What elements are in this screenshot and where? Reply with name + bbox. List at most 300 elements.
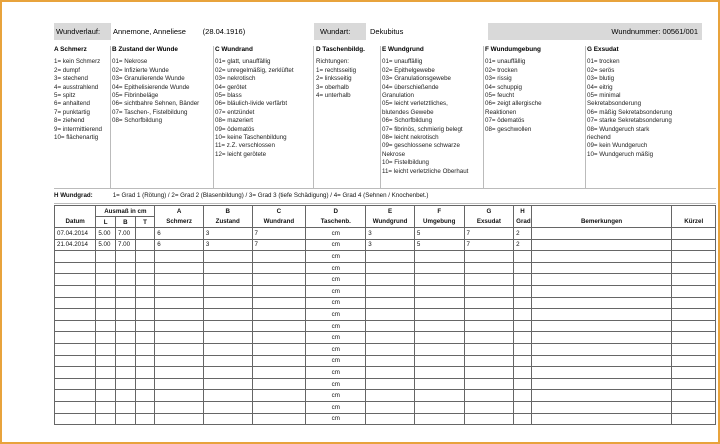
table-cell[interactable]: [203, 262, 252, 274]
table-cell[interactable]: [672, 378, 716, 390]
table-cell[interactable]: cm: [306, 355, 366, 367]
table-cell[interactable]: [116, 332, 136, 344]
table-row: [55, 274, 716, 286]
table-cell[interactable]: [155, 413, 204, 425]
legend-item: 02= Infizierte Wunde: [112, 66, 169, 74]
table-cell[interactable]: [366, 413, 415, 425]
table-cell[interactable]: [203, 367, 252, 379]
table-cell[interactable]: [672, 320, 716, 332]
table-cell[interactable]: [55, 285, 96, 297]
table-cell[interactable]: [203, 332, 252, 344]
table-cell[interactable]: [672, 390, 716, 402]
table-cell[interactable]: 21.04.2014: [55, 239, 96, 251]
header-schmerz: Schmerz: [155, 217, 204, 228]
table-cell[interactable]: [366, 378, 415, 390]
table-cell[interactable]: [116, 309, 136, 321]
table-cell[interactable]: [414, 390, 464, 402]
table-cell[interactable]: [155, 309, 204, 321]
table-cell[interactable]: [252, 285, 306, 297]
table-cell[interactable]: [672, 332, 716, 344]
table-cell[interactable]: [203, 413, 252, 425]
header-cell: B: [203, 206, 252, 217]
table-cell[interactable]: [464, 401, 514, 413]
table-cell[interactable]: [155, 401, 204, 413]
table-cell[interactable]: [414, 413, 464, 425]
table-cell[interactable]: [116, 251, 136, 263]
table-cell[interactable]: cm: [306, 251, 366, 263]
table-cell[interactable]: [672, 413, 716, 425]
table-cell[interactable]: [531, 355, 672, 367]
legend-item: 08= Wundgeruch stark: [587, 125, 650, 133]
table-row: [55, 367, 716, 379]
legend-item: 5= spitz: [54, 92, 76, 100]
table-cell[interactable]: [414, 285, 464, 297]
table-cell[interactable]: [96, 274, 116, 286]
table-cell[interactable]: [366, 285, 415, 297]
legend-item: 9= intermittierend: [54, 125, 102, 133]
table-cell[interactable]: [464, 413, 514, 425]
table-cell[interactable]: [116, 413, 136, 425]
table-cell[interactable]: [116, 297, 136, 309]
table-cell[interactable]: [55, 343, 96, 355]
header-cell: C: [252, 206, 306, 217]
table-cell[interactable]: [96, 367, 116, 379]
table-cell[interactable]: [96, 355, 116, 367]
table-cell[interactable]: [203, 355, 252, 367]
table-cell[interactable]: [155, 262, 204, 274]
table-cell[interactable]: [531, 332, 672, 344]
table-cell[interactable]: [135, 297, 155, 309]
table-cell[interactable]: 7: [252, 228, 306, 240]
table-cell[interactable]: [55, 262, 96, 274]
header-breite: B: [116, 217, 136, 228]
table-cell[interactable]: [116, 367, 136, 379]
table-cell[interactable]: [464, 320, 514, 332]
table-cell[interactable]: [55, 309, 96, 321]
header-cell: [672, 206, 716, 217]
patient-info: [111, 23, 313, 40]
table-cell[interactable]: cm: [306, 390, 366, 402]
table-cell[interactable]: [252, 274, 306, 286]
table-cell[interactable]: [464, 332, 514, 344]
table-cell[interactable]: 3: [366, 239, 415, 251]
table-cell[interactable]: [55, 251, 96, 263]
table-cell[interactable]: [116, 390, 136, 402]
table-cell[interactable]: [672, 297, 716, 309]
table-cell[interactable]: [531, 251, 672, 263]
legend-title: A Schmerz: [54, 46, 87, 53]
table-cell[interactable]: [414, 251, 464, 263]
table-cell[interactable]: [96, 297, 116, 309]
table-cell[interactable]: [366, 251, 415, 263]
table-cell[interactable]: [116, 285, 136, 297]
wundnummer: Wundnummer: 00561/001: [488, 23, 702, 40]
header-exsudat: Exsudat: [464, 217, 514, 228]
table-cell[interactable]: cm: [306, 309, 366, 321]
table-cell[interactable]: [55, 332, 96, 344]
table-row: [55, 251, 716, 263]
table-cell[interactable]: [96, 320, 116, 332]
table-cell[interactable]: [252, 343, 306, 355]
table-cell[interactable]: [116, 378, 136, 390]
table-cell[interactable]: [514, 343, 532, 355]
table-cell[interactable]: [531, 228, 672, 240]
table-cell[interactable]: [135, 228, 155, 240]
table-cell[interactable]: [203, 309, 252, 321]
legend-item: 02= trocken: [485, 66, 518, 74]
table-cell[interactable]: [414, 297, 464, 309]
table-cell[interactable]: [514, 309, 532, 321]
table-cell[interactable]: [135, 251, 155, 263]
table-cell[interactable]: [464, 274, 514, 286]
table-cell[interactable]: 3: [366, 228, 415, 240]
table-cell[interactable]: [155, 251, 204, 263]
table-cell[interactable]: 2: [514, 239, 532, 251]
table-cell[interactable]: [672, 239, 716, 251]
header-laenge: L: [96, 217, 116, 228]
table-cell[interactable]: [531, 367, 672, 379]
table-cell[interactable]: [514, 274, 532, 286]
table-cell[interactable]: 07.04.2014: [55, 228, 96, 240]
table-cell[interactable]: [135, 401, 155, 413]
table-cell[interactable]: cm: [306, 285, 366, 297]
table-cell[interactable]: [366, 309, 415, 321]
table-cell[interactable]: [96, 401, 116, 413]
table-cell[interactable]: [366, 262, 415, 274]
table-cell[interactable]: [55, 413, 96, 425]
table-cell[interactable]: [155, 390, 204, 402]
table-cell[interactable]: [672, 401, 716, 413]
wundgrad-legend: [54, 188, 716, 204]
table-cell[interactable]: [135, 332, 155, 344]
table-cell[interactable]: [96, 390, 116, 402]
legend-item: 06= sichtbahre Sehnen, Bänder: [112, 100, 200, 108]
table-cell[interactable]: [672, 228, 716, 240]
table-cell[interactable]: 7.00: [116, 239, 136, 251]
table-cell[interactable]: [514, 413, 532, 425]
table-cell[interactable]: [531, 401, 672, 413]
table-cell[interactable]: [531, 320, 672, 332]
table-cell[interactable]: [464, 378, 514, 390]
table-cell[interactable]: 2: [514, 228, 532, 240]
table-cell[interactable]: [252, 262, 306, 274]
table-cell[interactable]: cm: [306, 228, 366, 240]
table-cell[interactable]: [55, 355, 96, 367]
table-cell[interactable]: [514, 378, 532, 390]
table-row: [55, 297, 716, 309]
table-cell[interactable]: cm: [306, 332, 366, 344]
legend-item: 3= oberhalb: [316, 83, 349, 91]
table-cell[interactable]: [252, 251, 306, 263]
table-cell[interactable]: [672, 251, 716, 263]
table-cell[interactable]: [135, 378, 155, 390]
table-cell[interactable]: cm: [306, 343, 366, 355]
table-cell[interactable]: [531, 413, 672, 425]
legend-item: 07= fibrinös, schmierig belegt: [382, 125, 463, 133]
table-cell[interactable]: [203, 297, 252, 309]
table-cell[interactable]: [96, 285, 116, 297]
table-cell[interactable]: [55, 274, 96, 286]
table-cell[interactable]: [464, 309, 514, 321]
table-cell[interactable]: [155, 297, 204, 309]
table-cell[interactable]: [514, 285, 532, 297]
table-cell[interactable]: [514, 367, 532, 379]
table-cell[interactable]: [366, 332, 415, 344]
legend-taschenbildung: [316, 46, 378, 188]
table-cell[interactable]: [135, 262, 155, 274]
header-cell: H: [514, 206, 532, 217]
table-cell[interactable]: [155, 343, 204, 355]
table-cell[interactable]: [116, 401, 136, 413]
legend-item: 4= ausstrahlend: [54, 83, 99, 91]
table-cell[interactable]: [96, 251, 116, 263]
legend-item: 01= Nekrose: [112, 58, 148, 66]
table-cell[interactable]: 7: [252, 239, 306, 251]
table-cell[interactable]: 5: [414, 228, 464, 240]
table-cell[interactable]: [531, 239, 672, 251]
table-row: [55, 285, 716, 297]
table-cell[interactable]: [531, 390, 672, 402]
table-cell[interactable]: [672, 274, 716, 286]
table-cell[interactable]: [366, 320, 415, 332]
table-cell[interactable]: [252, 390, 306, 402]
table-cell[interactable]: [203, 320, 252, 332]
table-cell[interactable]: 6: [155, 239, 204, 251]
table-cell[interactable]: [464, 367, 514, 379]
table-cell[interactable]: [366, 401, 415, 413]
table-cell[interactable]: 3: [203, 228, 252, 240]
legend-item: 08= Schorfbildung: [112, 117, 163, 125]
header-wundrand: Wundrand: [252, 217, 306, 228]
table-cell[interactable]: 7.00: [116, 228, 136, 240]
table-cell[interactable]: [203, 285, 252, 297]
table-cell[interactable]: [514, 297, 532, 309]
table-cell[interactable]: [531, 262, 672, 274]
table-cell[interactable]: [252, 355, 306, 367]
legend-item: riechend: [587, 134, 611, 142]
header-zustand: Zustand: [203, 217, 252, 228]
table-cell[interactable]: [135, 367, 155, 379]
table-cell[interactable]: cm: [306, 320, 366, 332]
table-cell[interactable]: [531, 285, 672, 297]
table-cell[interactable]: [514, 401, 532, 413]
legend-item: 04= schuppig: [485, 83, 522, 91]
table-cell[interactable]: [252, 367, 306, 379]
table-cell[interactable]: 6: [155, 228, 204, 240]
table-cell[interactable]: [464, 251, 514, 263]
table-cell[interactable]: cm: [306, 297, 366, 309]
table-row: [55, 378, 716, 390]
legend-item: 01= unauffällig: [382, 58, 423, 66]
table-cell[interactable]: cm: [306, 274, 366, 286]
table-cell[interactable]: [414, 378, 464, 390]
table-cell[interactable]: cm: [306, 401, 366, 413]
table-cell[interactable]: [672, 367, 716, 379]
header-cell: E: [366, 206, 415, 217]
table-cell[interactable]: [135, 309, 155, 321]
legend-item: 7= punktartig: [54, 108, 90, 116]
table-cell[interactable]: [672, 309, 716, 321]
table-cell[interactable]: [203, 401, 252, 413]
legend-item: 07= entzündet: [215, 108, 255, 116]
table-cell[interactable]: [531, 274, 672, 286]
table-cell[interactable]: 5: [414, 239, 464, 251]
header-cell: F: [414, 206, 464, 217]
table-cell[interactable]: [135, 390, 155, 402]
table-cell[interactable]: [514, 355, 532, 367]
legend-item: 01= glatt, unauffällig: [215, 58, 271, 66]
table-cell[interactable]: [116, 320, 136, 332]
patient-name: Annemone, Anneliese: [113, 27, 186, 36]
table-cell[interactable]: [55, 378, 96, 390]
table-cell[interactable]: cm: [306, 367, 366, 379]
legend-title: F Wundumgebung: [485, 46, 541, 53]
table-cell[interactable]: [155, 274, 204, 286]
table-cell[interactable]: [464, 297, 514, 309]
table-cell[interactable]: [155, 332, 204, 344]
table-cell[interactable]: [366, 355, 415, 367]
table-cell[interactable]: [514, 390, 532, 402]
table-cell[interactable]: cm: [306, 378, 366, 390]
table-cell[interactable]: cm: [306, 262, 366, 274]
table-cell[interactable]: 7: [464, 239, 514, 251]
table-cell[interactable]: [672, 343, 716, 355]
table-cell[interactable]: [252, 320, 306, 332]
table-cell[interactable]: [116, 355, 136, 367]
table-cell[interactable]: [366, 390, 415, 402]
table-cell[interactable]: [414, 332, 464, 344]
table-cell[interactable]: [366, 274, 415, 286]
header-cell: A: [155, 206, 204, 217]
table-cell[interactable]: [203, 343, 252, 355]
table-cell[interactable]: [155, 378, 204, 390]
table-cell[interactable]: [96, 413, 116, 425]
table-cell[interactable]: [531, 297, 672, 309]
table-cell[interactable]: [464, 262, 514, 274]
legend-wundgrund: [382, 46, 482, 188]
table-cell[interactable]: [203, 378, 252, 390]
table-cell[interactable]: 5.00: [96, 228, 116, 240]
legend-item: 07= Taschen-, Fistelbildung: [112, 108, 188, 116]
table-cell[interactable]: [414, 343, 464, 355]
table-cell[interactable]: [155, 367, 204, 379]
legend-item: 02= serös: [587, 66, 615, 74]
table-cell[interactable]: [135, 413, 155, 425]
table-cell[interactable]: 3: [203, 239, 252, 251]
table-cell[interactable]: [252, 309, 306, 321]
table-cell[interactable]: [55, 390, 96, 402]
table-cell[interactable]: [155, 285, 204, 297]
table-cell[interactable]: [135, 320, 155, 332]
table-cell[interactable]: [116, 343, 136, 355]
header-ausmass: Ausmaß in cm: [96, 206, 155, 217]
table-cell[interactable]: [366, 297, 415, 309]
table-cell[interactable]: [155, 355, 204, 367]
table-cell[interactable]: [531, 343, 672, 355]
legend-item: 05= feucht: [485, 92, 515, 100]
table-cell[interactable]: [414, 274, 464, 286]
legend-item: 06= Schorfbildung: [382, 117, 433, 125]
table-cell[interactable]: [366, 367, 415, 379]
wundgrad-label: H Wundgrad:: [54, 192, 93, 199]
table-cell[interactable]: cm: [306, 413, 366, 425]
table-cell[interactable]: [366, 343, 415, 355]
table-cell[interactable]: [55, 320, 96, 332]
table-cell[interactable]: [514, 262, 532, 274]
table-cell[interactable]: [252, 413, 306, 425]
table-cell[interactable]: [135, 285, 155, 297]
table-cell[interactable]: [414, 401, 464, 413]
table-cell[interactable]: [414, 309, 464, 321]
table-cell[interactable]: [252, 378, 306, 390]
table-cell[interactable]: 7: [464, 228, 514, 240]
table-cell[interactable]: [55, 401, 96, 413]
table-cell[interactable]: [252, 297, 306, 309]
table-cell[interactable]: [252, 332, 306, 344]
table-cell[interactable]: [672, 285, 716, 297]
table-cell[interactable]: [514, 251, 532, 263]
table-cell[interactable]: [252, 401, 306, 413]
table-cell[interactable]: [96, 262, 116, 274]
table-cell[interactable]: [135, 343, 155, 355]
table-cell[interactable]: [531, 309, 672, 321]
table-cell[interactable]: [135, 274, 155, 286]
table-cell[interactable]: [96, 332, 116, 344]
table-cell[interactable]: [203, 251, 252, 263]
legend-item: 05= minimal: [587, 92, 621, 100]
legend-title: G Exsudat: [587, 46, 619, 53]
table-cell[interactable]: [464, 390, 514, 402]
table-cell[interactable]: [414, 320, 464, 332]
table-cell[interactable]: [672, 262, 716, 274]
table-cell[interactable]: [96, 378, 116, 390]
table-cell[interactable]: [514, 332, 532, 344]
table-row: [55, 332, 716, 344]
table-cell[interactable]: [135, 355, 155, 367]
table-cell[interactable]: [464, 355, 514, 367]
table-cell[interactable]: [531, 378, 672, 390]
table-cell[interactable]: [514, 320, 532, 332]
table-cell[interactable]: 5.00: [96, 239, 116, 251]
table-cell[interactable]: [116, 262, 136, 274]
table-cell[interactable]: [203, 390, 252, 402]
table-cell[interactable]: [96, 309, 116, 321]
table-cell[interactable]: cm: [306, 239, 366, 251]
table-cell[interactable]: [464, 343, 514, 355]
legend-item: 04= Epithelisierende Wunde: [112, 83, 190, 91]
table-cell[interactable]: [203, 274, 252, 286]
legend-item: 03= Granulationsgewebe: [382, 75, 451, 83]
table-cell[interactable]: [55, 367, 96, 379]
table-cell[interactable]: [96, 343, 116, 355]
table-cell[interactable]: [116, 274, 136, 286]
legend-schmerz: [54, 46, 110, 188]
legend-item: 10= Fistelbildung: [382, 159, 429, 167]
table-cell[interactable]: [55, 297, 96, 309]
table-row: [55, 343, 716, 355]
table-row: [55, 228, 716, 240]
table-cell[interactable]: [155, 320, 204, 332]
table-cell[interactable]: [672, 355, 716, 367]
legend-item: 1= rechtsseitig: [316, 66, 357, 74]
table-cell[interactable]: [414, 262, 464, 274]
header-grad: Grad: [514, 217, 532, 228]
header-tiefe: T: [135, 217, 155, 228]
table-cell[interactable]: [135, 239, 155, 251]
table-cell[interactable]: [414, 367, 464, 379]
table-cell[interactable]: [464, 285, 514, 297]
table-cell[interactable]: [414, 355, 464, 367]
